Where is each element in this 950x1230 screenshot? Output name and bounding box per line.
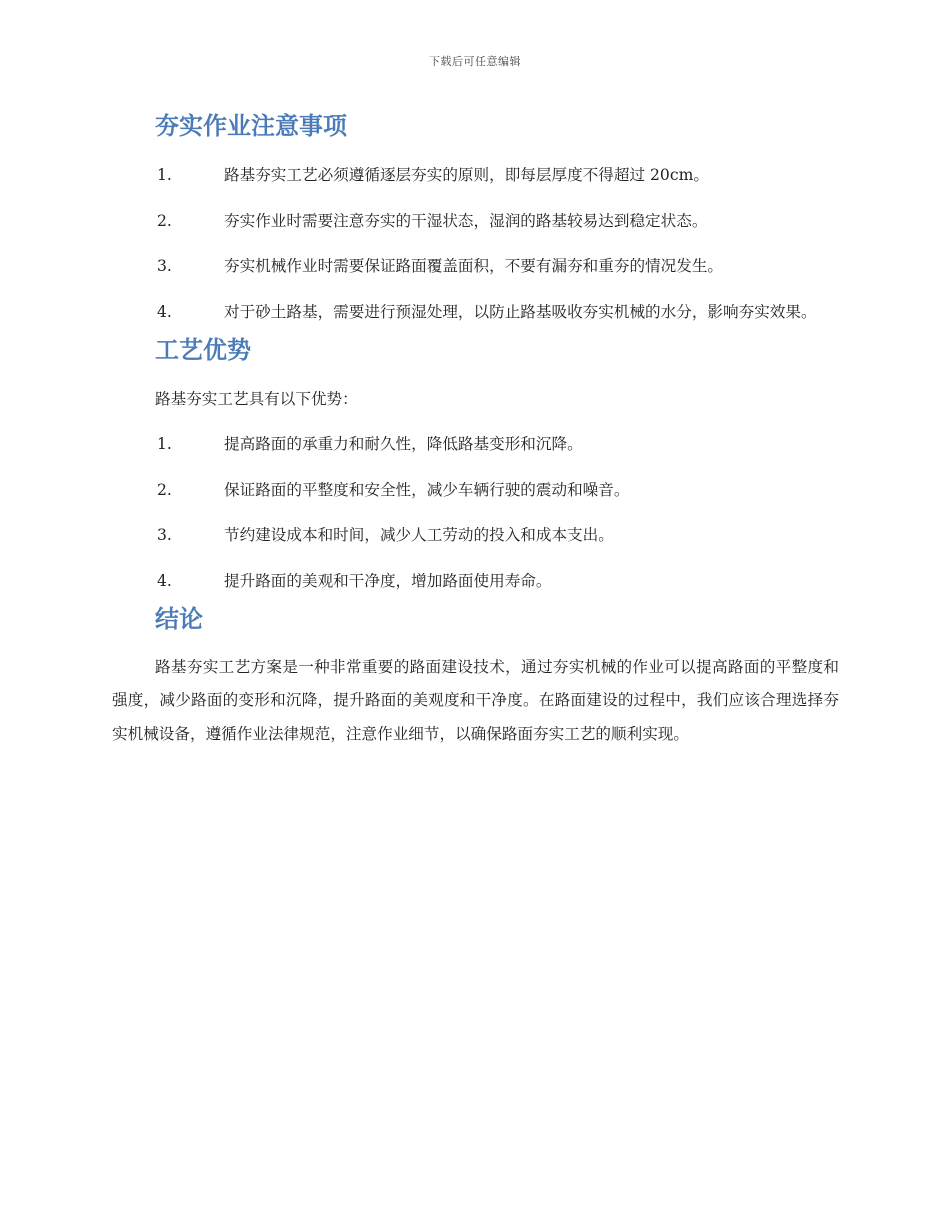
precautions-list (112, 158, 839, 329)
list-item-text: 提升路面的美观和干净度，增加路面使用寿命。 (224, 571, 552, 590)
list-item-number: 2. (157, 480, 172, 499)
list-item-number: 1. (157, 435, 172, 453)
list-item (112, 518, 839, 552)
list-item (112, 249, 839, 283)
list-item (112, 564, 839, 598)
section-advantages (112, 332, 839, 598)
list-item-text: 对于砂土路基，需要进行预湿处理，以防止路基吸收夯实机械的水分，影响夯实效果。 (224, 302, 817, 321)
section-conclusion (112, 601, 839, 752)
conclusion-paragraph: 路基夯实工艺方案是一种非常重要的路面建设技术，通过夯实机械的作业可以提高路面的平整度和强度，减少路面的变形和沉降，提升路面的美观度和干净度。在路面建设的过程中，我们应该合理选择夯实机械设备，遵循作业法律规范，注意作业细节，以确保路面夯实工艺的顺利实现。 (112, 657, 839, 743)
list-item-number: 3. (157, 257, 172, 275)
section-title-advantages: 工艺优势 (155, 335, 251, 364)
list-item-text: 提高路面的承重力和耐久性，降低路基变形和沉降。 (224, 435, 583, 453)
advantages-intro: 路基夯实工艺具有以下优势： (155, 389, 358, 408)
advantages-list (112, 427, 839, 598)
list-item-number: 1. (157, 166, 172, 184)
section-precautions (112, 108, 839, 329)
list-item-text: 夯实作业时需要注意夯实的干湿状态，湿润的路基较易达到稳定状态。 (224, 211, 708, 230)
section-title-conclusion: 结论 (155, 604, 203, 633)
list-item-number: 2. (157, 211, 172, 230)
list-item (112, 295, 839, 329)
list-item-text: 保证路面的平整度和安全性，减少车辆行驶的震动和噪音。 (224, 480, 630, 499)
list-item (112, 204, 839, 238)
list-item-number: 4. (157, 302, 172, 321)
document-body (112, 108, 839, 751)
list-item-text: 夯实机械作业时需要保证路面覆盖面积，不要有漏夯和重夯的情况发生。 (224, 257, 724, 275)
list-item-text: 路基夯实工艺必须遵循逐层夯实的原则，即每层厚度不得超过 20cm。 (224, 166, 709, 184)
list-item-number: 4. (157, 571, 172, 590)
section-title-precautions: 夯实作业注意事项 (155, 112, 347, 140)
list-item (112, 427, 839, 461)
list-item-text: 节约建设成本和时间，减少人工劳动的投入和成本支出。 (224, 526, 614, 544)
list-item (112, 158, 839, 192)
page-header-note: 下载后可任意编辑 (429, 55, 521, 68)
list-item (112, 473, 839, 507)
list-item-number: 3. (157, 526, 172, 544)
